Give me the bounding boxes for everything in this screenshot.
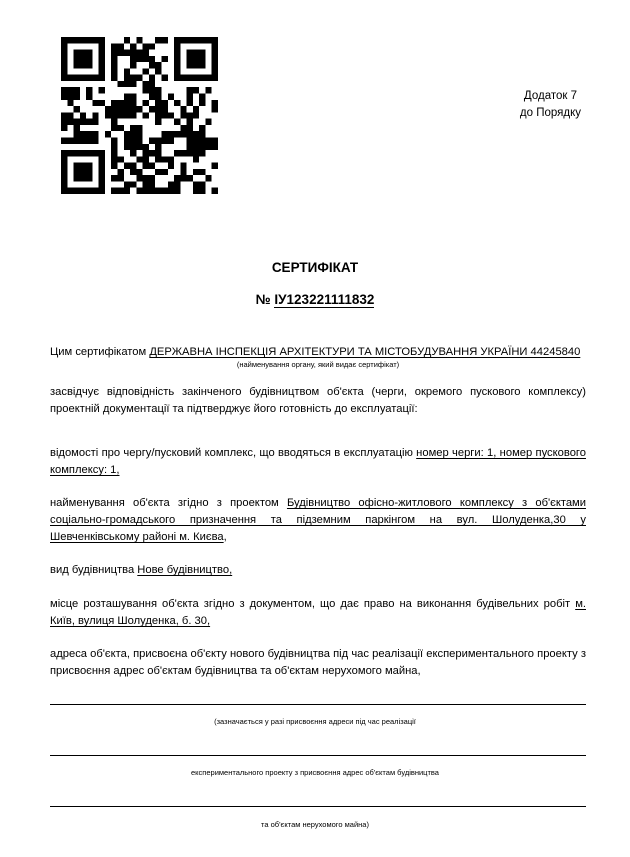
construction-type-value: Нове будівництво,	[137, 564, 233, 576]
location-value: м. Київ, вулиця Шолуденка, б. 30,	[50, 598, 586, 627]
issuer-value: ДЕРЖАВНА ІНСПЕКЦІЯ АРХІТЕКТУРИ ТА МІСТОБУДУВАННЯ УКРАЇНИ 44245840	[149, 346, 581, 358]
qr-code	[61, 37, 218, 194]
construction-type-paragraph	[50, 562, 586, 579]
appendix-line-2: до Порядку	[519, 107, 581, 119]
address-caption-2: експериментального проекту з присвоєння адрес об'єктам будівництва	[191, 768, 439, 777]
appendix-reference	[520, 88, 581, 122]
number-value: ІУ123221111832	[274, 292, 375, 307]
address-line-3	[50, 806, 586, 807]
object-name-value: Будівництво офісно-житлового комплексу з об'єктами соціально-громадського призначення та підземним паркінгом на вул. Шолуденка,30 у Шевченківському районі м. Києва	[50, 497, 586, 543]
issuer-note: (найменування органу, який видає сертифікат)	[236, 360, 400, 369]
issuer-block	[50, 344, 586, 370]
number-prefix: №	[255, 292, 275, 307]
address-caption-1: (зазначається у разі присвоєння адреси під час реалізації	[214, 717, 416, 726]
address-line-1	[50, 704, 586, 705]
address-paragraph: адреса об'єкта, присвоєна об'єкту нового будівництва під час реалізації експериментального проекту з присвоєння адрес об'єктам будівництва та об'єктам нерухомого майна,	[50, 648, 586, 677]
document-title: СЕРТИФІКАТ	[271, 260, 359, 275]
construction-type-prefix: вид будівництва	[50, 564, 138, 576]
certifies-paragraph: засвідчує відповідність закінченого будівництвом об'єкта (черги, окремого пускового комплексу) проектній документації та підтверджує його готовність до експлуатації:	[50, 386, 586, 415]
queue-value: номер черги: 1, номер пускового комплексу: 1,	[50, 447, 586, 476]
location-paragraph	[50, 596, 586, 630]
object-name-paragraph	[50, 495, 586, 546]
queue-paragraph	[50, 445, 586, 479]
certificate-number	[0, 292, 630, 307]
issuer-line	[50, 344, 586, 361]
issuer-prefix: Цим сертифікатом	[50, 346, 150, 358]
address-caption-3: та об'єктам нерухомого майна)	[261, 820, 369, 829]
location-prefix: місце розташування об'єкта згідно з документом, що дає право на виконання будівельних робіт	[50, 598, 576, 610]
address-line-2	[50, 755, 586, 756]
object-name-prefix: найменування об'єкта згідно з проектом	[50, 497, 287, 509]
appendix-line-1: Додаток 7	[523, 90, 577, 102]
object-name-suffix: ,	[223, 531, 227, 543]
queue-prefix: відомості про чергу/пусковий комплекс, що вводяться в експлуатацію	[50, 447, 417, 459]
